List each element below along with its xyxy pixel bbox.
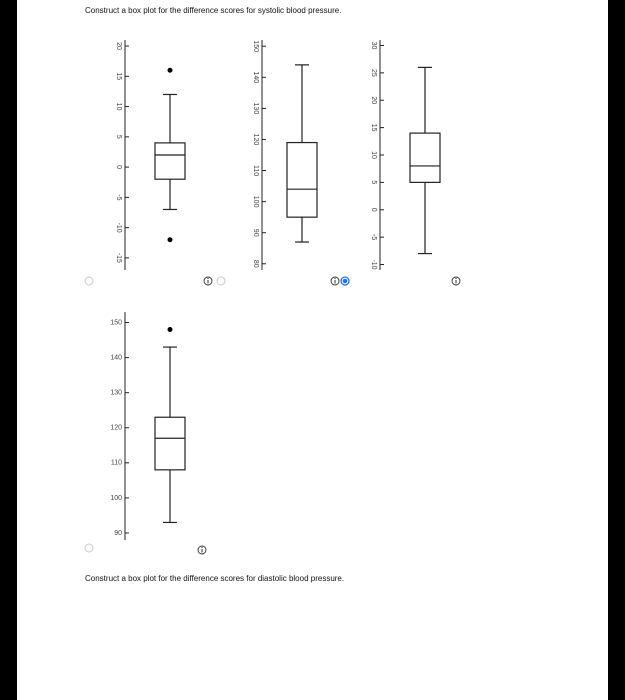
iqr-box <box>410 133 440 182</box>
y-tick-label: 30 <box>370 41 378 50</box>
y-tick-label: 15 <box>370 123 378 132</box>
iqr-box <box>287 143 317 218</box>
y-tick-label: 120 <box>110 424 122 432</box>
option-radio-c[interactable] <box>341 277 349 285</box>
y-tick-label: 110 <box>110 459 122 467</box>
y-tick-label: 90 <box>252 228 260 237</box>
box-plot-b <box>252 40 317 270</box>
y-tick-label: 10 <box>115 102 123 111</box>
y-tick-label: 140 <box>110 354 122 362</box>
outlier-point <box>168 68 173 73</box>
y-tick-label: 20 <box>115 42 123 50</box>
y-tick-label: 0 <box>115 165 123 170</box>
box-plot-a <box>115 40 185 270</box>
y-tick-label: 5 <box>370 180 378 185</box>
y-tick-label: -10 <box>370 259 378 270</box>
y-tick-label: 140 <box>252 71 260 84</box>
y-tick-label: 130 <box>110 389 122 397</box>
y-tick-label: 130 <box>252 102 260 115</box>
radio-ring[interactable] <box>217 277 225 285</box>
info-icon-dot[interactable] <box>455 278 456 279</box>
y-tick-label: 120 <box>252 133 260 146</box>
y-tick-label: 100 <box>252 195 260 208</box>
y-tick-label: 150 <box>252 40 260 53</box>
question-1-text: Construct a box plot for the difference scores for systolic blood pressure. <box>85 6 342 15</box>
y-tick-label: 100 <box>110 494 122 502</box>
box-plot-d <box>110 312 185 540</box>
y-tick-label: 25 <box>370 68 378 77</box>
y-tick-label: 5 <box>115 134 123 139</box>
radio-dot[interactable] <box>343 279 348 284</box>
option-radio-a[interactable] <box>85 277 93 285</box>
info-circle-icon[interactable] <box>452 277 460 285</box>
y-tick-label: -15 <box>115 252 123 263</box>
y-tick-label: -5 <box>115 194 123 201</box>
info-icon-dot[interactable] <box>207 278 208 279</box>
info-icon-dot[interactable] <box>201 547 202 548</box>
info-circle-icon[interactable] <box>331 277 339 285</box>
option-radio-b[interactable] <box>217 277 225 285</box>
y-tick-label: 10 <box>370 151 378 159</box>
info-icon-dot[interactable] <box>334 278 335 279</box>
info-circle-icon[interactable] <box>204 277 212 285</box>
question-2-text: Construct a box plot for the difference scores for diastolic blood pressure. <box>85 574 345 583</box>
y-tick-label: 15 <box>115 72 123 81</box>
y-tick-label: 80 <box>252 259 260 268</box>
option-radio-d[interactable] <box>85 544 93 552</box>
y-tick-label: -10 <box>115 222 123 233</box>
iqr-box <box>155 143 185 179</box>
outlier-point <box>168 327 173 332</box>
radio-ring[interactable] <box>85 277 93 285</box>
y-tick-label: 110 <box>252 164 260 177</box>
radio-ring[interactable] <box>85 544 93 552</box>
y-tick-label: -5 <box>370 234 378 241</box>
y-tick-label: 150 <box>110 319 122 327</box>
iqr-box <box>155 417 185 470</box>
outlier-point <box>168 237 173 242</box>
info-circle-icon[interactable] <box>198 546 206 554</box>
box-plot-c <box>370 40 440 270</box>
y-tick-label: 20 <box>370 96 378 105</box>
y-tick-label: 0 <box>370 207 378 212</box>
y-tick-label: 90 <box>114 529 122 537</box>
